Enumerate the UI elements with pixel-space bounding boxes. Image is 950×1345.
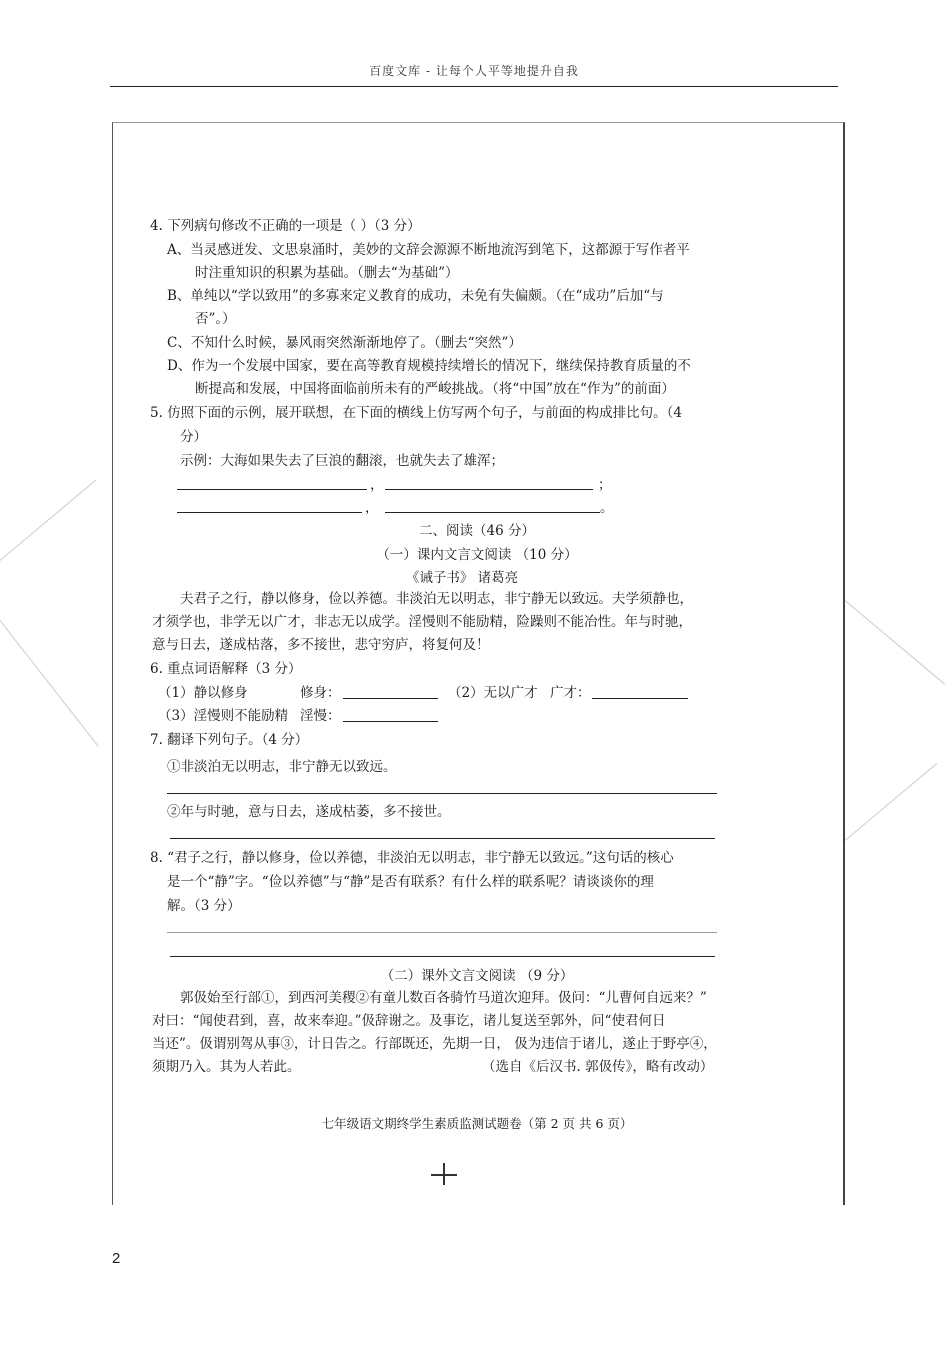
header-divider	[110, 86, 838, 87]
header-text: 百度文库 - 让每个人平等地提升自我	[369, 64, 579, 78]
q4-option-d-line2: 断提高和发展，中国将面临前所未有的严峻挑战。（将“中国”放在“作为”的前面）	[195, 381, 675, 397]
q5-answer-blank-1[interactable]	[177, 489, 367, 490]
q5-punct-4: 。	[600, 500, 614, 516]
passage1-line1: 夫君子之行，静以修身，俭以养德。非淡泊无以明志，非宁静无以致远。夫学须静也，	[180, 591, 693, 607]
passage1-line3: 意与日去，遂成枯落，多不接世，悲守穷庐，将复何及！	[152, 637, 490, 653]
q5-stem-line2: 分）	[180, 429, 207, 445]
q6-stem: 6. 重点词语解释（3 分）	[150, 661, 302, 677]
q4-stem: 4. 下列病句修改不正确的一项是（ ）（3 分）	[150, 218, 421, 234]
text-title: 《诫子书》 诸葛亮	[405, 570, 519, 586]
passage2-source: （选自《后汉书. 郭伋传》，略有改动）	[482, 1059, 714, 1075]
q6-item2: （2）无以广才	[448, 685, 538, 701]
q7-sentence2: ②年与时驰，意与日去，遂成枯萎，多不接世。	[167, 804, 451, 820]
passage2-line2: 对曰：“闻使君到，喜，故来奉迎。”伋辞谢之。及事讫，诸儿复送至郭外，问“使君何日	[152, 1013, 666, 1029]
fold-line-right-lower	[845, 763, 938, 841]
section2-sub1: （一）课内文言文阅读 （10 分）	[376, 547, 578, 563]
q8-answer-line-2[interactable]	[170, 956, 715, 957]
q6-word1: 修身：	[300, 685, 341, 701]
section2-title: 二、阅读（46 分）	[419, 523, 535, 539]
passage2-line1: 郭伋始至行部①，到西河美稷②有童儿数百各骑竹马道次迎拜。伋问：“儿曹何自远来？”	[180, 990, 707, 1006]
q6-word3: 淫慢：	[300, 708, 341, 724]
q5-example: 示例：大海如果失去了巨浪的翻滚，也就失去了雄浑；	[180, 453, 504, 469]
fold-line-right-upper	[845, 600, 945, 684]
q4-option-a-line2: 时注重知识的积累为基础。（删去“为基础”）	[195, 265, 459, 281]
section2-sub2: （二）课外文言文阅读 （9 分）	[380, 968, 574, 984]
q6-word2: 广才：	[550, 685, 591, 701]
q6-answer-blank-2[interactable]	[592, 698, 688, 699]
q8-line1: 8. “君子之行，静以修身，俭以养德，非淡泊无以明志，非宁静无以致远。”这句话的核心	[150, 850, 674, 866]
q8-line3: 解。（3 分）	[167, 898, 241, 914]
page-number: 2	[112, 1250, 121, 1267]
q4-option-d-line1: D、作为一个发展中国家，要在高等教育规模持续增长的情况下，继续保持教育质量的不	[167, 358, 691, 374]
q4-option-a-line1: A、当灵感迸发、文思泉涌时，美妙的文辞会源源不断地流泻到笔下，这都源于写作者平	[167, 242, 690, 258]
passage1-line2: 才须学也，非学无以广才，非志无以成学。淫慢则不能励精，险躁则不能冶性。年与时驰，	[152, 614, 692, 630]
q6-answer-blank-1[interactable]	[343, 698, 438, 699]
fold-line-left-upper	[0, 480, 96, 561]
q5-answer-blank-3[interactable]	[177, 512, 362, 513]
sheet-footer: 七年级语文期终学生素质监测试题卷（第 2 页 共 6 页）	[321, 1116, 633, 1131]
q4-option-c: C、不知什么时候，暴风雨突然渐渐地停了。（删去“突然”）	[167, 335, 522, 351]
q8-answer-line-1[interactable]	[167, 932, 717, 933]
q7-answer-line-2[interactable]	[170, 838, 715, 839]
q5-stem-line1: 5. 仿照下面的示例，展开联想，在下面的横线上仿写两个句子，与前面的构成排比句。（4	[150, 405, 683, 421]
q6-item3: （3）淫慢则不能励精	[158, 708, 289, 724]
q8-line2: 是一个“静”字。“俭以养德”与“静”是否有联系？有什么样的联系呢？请谈谈你的理	[167, 874, 654, 890]
q4-option-b-line1: B、单纯以“学以致用”的多寡来定义教育的成功，未免有失偏颇。（在“成功”后加“与	[167, 288, 664, 304]
q5-punct-2: ；	[598, 477, 612, 493]
q4-option-b-line2: 否”。）	[195, 311, 236, 327]
passage2-line3: 当还”。伋谓别驾从事③，计日告之。行部既还，先期一日， 伋为违信于诸儿，遂止于野亭④，	[152, 1036, 717, 1052]
q6-item1: （1）静以修身	[158, 685, 248, 701]
passage2-line4: 须期乃入。其为人若此。	[152, 1059, 301, 1075]
q6-answer-blank-3[interactable]	[343, 721, 438, 722]
fold-line-left-lower	[0, 620, 99, 747]
q5-punct-1: ，	[370, 477, 384, 493]
q5-answer-blank-2[interactable]	[385, 489, 593, 490]
registration-mark-v	[443, 1163, 445, 1185]
q5-answer-blank-4[interactable]	[385, 512, 600, 513]
q7-answer-line-1[interactable]	[167, 793, 717, 794]
q7-stem: 7. 翻译下列句子。（4 分）	[150, 732, 309, 748]
q5-punct-3: ，	[365, 500, 379, 516]
q7-sentence1: ①非淡泊无以明志，非宁静无以致远。	[167, 759, 397, 775]
